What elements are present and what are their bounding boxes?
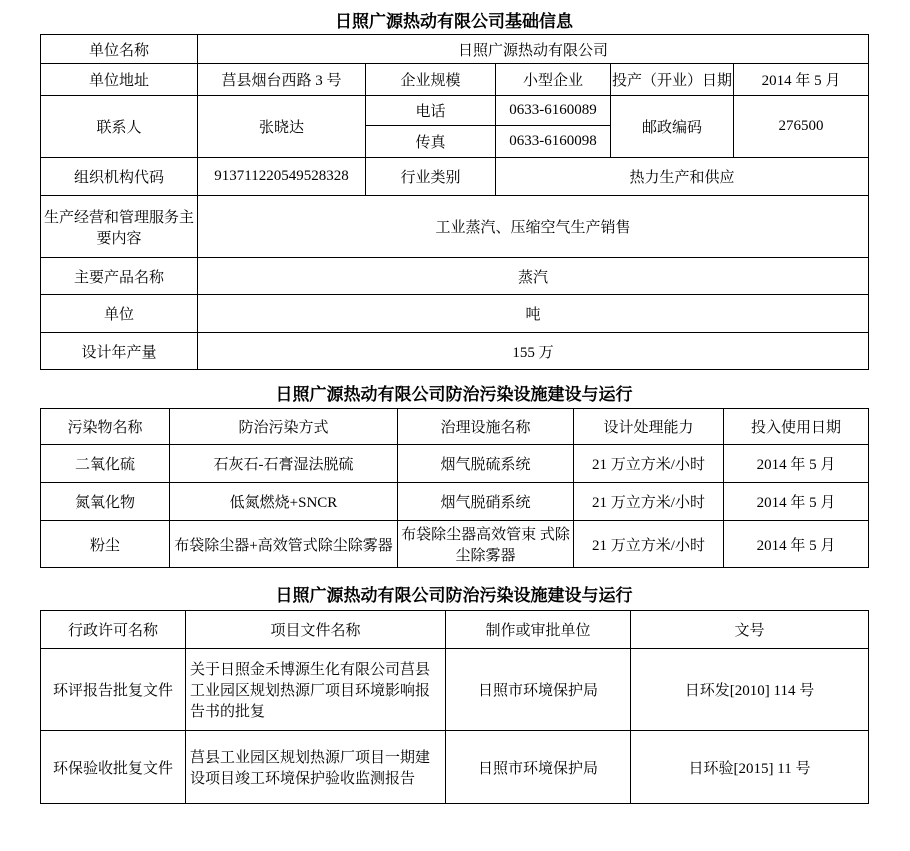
document-name-cell: 莒县工业园区规划热源厂项目一期建 设项目竣工环境保护验收监测报告 bbox=[186, 731, 446, 804]
capacity-cell: 21 万立方米/小时 bbox=[574, 445, 724, 483]
document-number-cell: 日环发[2010] 114 号 bbox=[631, 649, 869, 731]
document-name-cell: 关于日照金禾博源生化有限公司莒县 工业园区规划热源厂项目环境影响报 告书的批复 bbox=[186, 649, 446, 731]
basic-info-title: 日照广源热动有限公司基础信息 bbox=[335, 12, 573, 31]
contact-value: 张晓达 bbox=[198, 96, 366, 158]
industry-value: 热力生产和供应 bbox=[496, 158, 869, 196]
pollution-control-table bbox=[40, 408, 869, 568]
facility-name-cell: 烟气脱硝系统 bbox=[398, 483, 574, 521]
contact-label: 联系人 bbox=[41, 96, 198, 158]
document-number-header: 文号 bbox=[631, 611, 869, 649]
annual-capacity-value: 155 万 bbox=[198, 333, 869, 370]
table-row bbox=[41, 295, 869, 333]
facility-name-cell: 烟气脱硫系统 bbox=[398, 445, 574, 483]
pollution-control-title: 日照广源热动有限公司防治污染设施建设与运行 bbox=[275, 385, 633, 404]
approval-authority-header: 制作或审批单位 bbox=[446, 611, 631, 649]
table-row bbox=[41, 35, 869, 64]
phone-value: 0633-6160089 bbox=[496, 96, 611, 126]
table-row bbox=[41, 96, 869, 126]
approval-authority-cell: 日照市环境保护局 bbox=[446, 731, 631, 804]
table-row bbox=[41, 445, 869, 483]
commission-date-cell: 2014 年 5 月 bbox=[724, 483, 869, 521]
document-name-header: 项目文件名称 bbox=[186, 611, 446, 649]
unit-name-value: 日照广源热动有限公司 bbox=[198, 35, 869, 64]
approval-authority-cell: 日照市环境保护局 bbox=[446, 649, 631, 731]
postcode-value: 276500 bbox=[734, 96, 869, 158]
business-scope-label: 生产经营和管理服务主要内容 bbox=[41, 196, 198, 258]
table-row bbox=[41, 731, 869, 804]
business-scope-value: 工业蒸汽、压缩空气生产销售 bbox=[198, 196, 869, 258]
org-code-value: 913711220549528328 bbox=[198, 158, 366, 196]
fax-value: 0633-6160098 bbox=[496, 126, 611, 158]
main-product-value: 蒸汽 bbox=[198, 258, 869, 295]
pollutant-name-header: 污染物名称 bbox=[41, 409, 170, 445]
org-code-label: 组织机构代码 bbox=[41, 158, 198, 196]
document-number-cell: 日环验[2015] 11 号 bbox=[631, 731, 869, 804]
pollutant-name-cell: 粉尘 bbox=[41, 521, 170, 568]
capacity-cell: 21 万立方米/小时 bbox=[574, 521, 724, 568]
facility-name-header: 治理设施名称 bbox=[398, 409, 574, 445]
address-value: 莒县烟台西路 3 号 bbox=[198, 64, 366, 96]
table-row bbox=[41, 483, 869, 521]
table-header-row bbox=[41, 409, 869, 445]
control-method-header: 防治污染方式 bbox=[170, 409, 398, 445]
table-row bbox=[41, 258, 869, 295]
table-row bbox=[41, 521, 869, 568]
pollutant-name-cell: 二氧化硫 bbox=[41, 445, 170, 483]
permits-title: 日照广源热动有限公司防治污染设施建设与运行 bbox=[275, 586, 633, 605]
capacity-header: 设计处理能力 bbox=[574, 409, 724, 445]
pollutant-name-cell: 氮氧化物 bbox=[41, 483, 170, 521]
start-date-value: 2014 年 5 月 bbox=[734, 64, 869, 96]
permit-name-cell: 环评报告批复文件 bbox=[41, 649, 186, 731]
phone-label: 电话 bbox=[366, 96, 496, 126]
commission-date-cell: 2014 年 5 月 bbox=[724, 445, 869, 483]
unit-value: 吨 bbox=[198, 295, 869, 333]
scale-label: 企业规模 bbox=[366, 64, 496, 96]
document bbox=[40, 12, 868, 804]
start-date-label: 投产（开业）日期 bbox=[611, 64, 734, 96]
control-method-cell: 石灰石-石膏湿法脱硫 bbox=[170, 445, 398, 483]
fax-label: 传真 bbox=[366, 126, 496, 158]
control-method-cell: 低氮燃烧+SNCR bbox=[170, 483, 398, 521]
main-product-label: 主要产品名称 bbox=[41, 258, 198, 295]
commission-date-header: 投入使用日期 bbox=[724, 409, 869, 445]
address-label: 单位地址 bbox=[41, 64, 198, 96]
control-method-cell: 布袋除尘器+高效管式除尘除雾器 bbox=[170, 521, 398, 568]
table-row bbox=[41, 196, 869, 258]
scale-value: 小型企业 bbox=[496, 64, 611, 96]
unit-name-label: 单位名称 bbox=[41, 35, 198, 64]
facility-name-cell: 布袋除尘器高效管束 式除尘除雾器 bbox=[398, 521, 574, 568]
capacity-cell: 21 万立方米/小时 bbox=[574, 483, 724, 521]
table-row bbox=[41, 333, 869, 370]
postcode-label: 邮政编码 bbox=[611, 96, 734, 158]
annual-capacity-label: 设计年产量 bbox=[41, 333, 198, 370]
table-row bbox=[41, 64, 869, 96]
industry-label: 行业类别 bbox=[366, 158, 496, 196]
table-header-row bbox=[41, 611, 869, 649]
permit-name-header: 行政许可名称 bbox=[41, 611, 186, 649]
unit-label: 单位 bbox=[41, 295, 198, 333]
commission-date-cell: 2014 年 5 月 bbox=[724, 521, 869, 568]
permits-table bbox=[40, 610, 869, 804]
basic-info-table bbox=[40, 34, 869, 370]
table-row bbox=[41, 649, 869, 731]
table-row bbox=[41, 158, 869, 196]
permit-name-cell: 环保验收批复文件 bbox=[41, 731, 186, 804]
